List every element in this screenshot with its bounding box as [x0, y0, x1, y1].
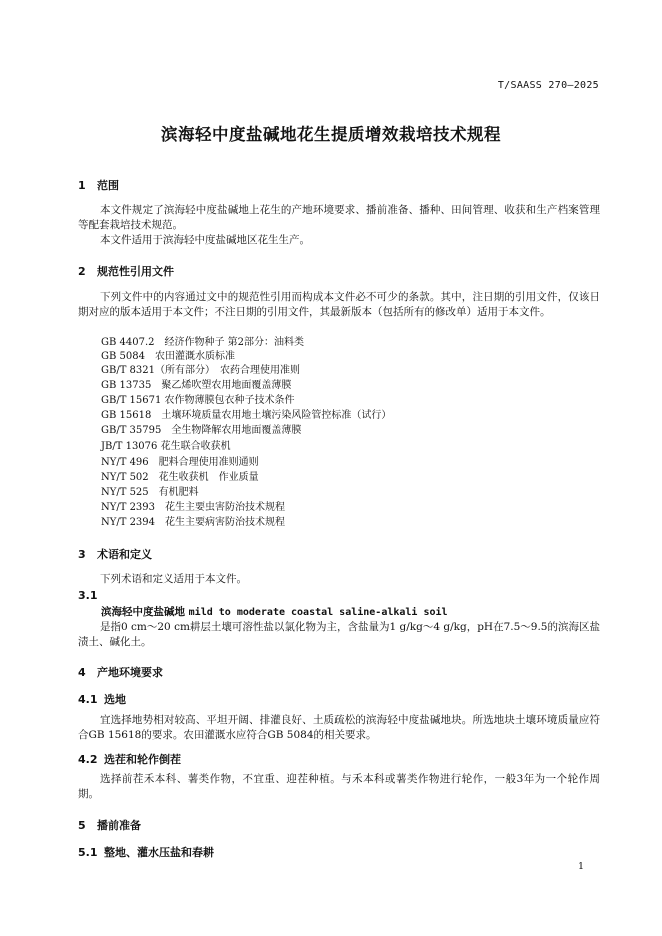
term-entry: [101, 604, 448, 619]
term-definition: 是指0 cm～20 cm耕层土壤可溶性盐以氯化物为主，含盐量为1 g/kg～4 g/kg，pH在7.5～9.5的滨海区盐渍土、碱化土。: [78, 621, 600, 648]
subsection-4-2-heading: [78, 751, 181, 767]
subsection-4-1-text: 宜选择地势相对较高、平坦开阔、排灌良好、土质疏松的滨海轻中度盐碱地块。所选地块土壤环境质量应符合GB 15618的要求。农田灌溉水应符合GB 5084的相关要求。: [78, 714, 600, 741]
reference-item: GB/T 35795 全生物降解农用地面覆盖薄膜: [101, 425, 302, 436]
subsection-number: 4.2: [78, 753, 98, 766]
section-number: 5: [78, 819, 86, 832]
term-english: mild to moderate coastal saline-alkali soil: [188, 607, 448, 618]
subsection-5-1-heading: [78, 844, 214, 860]
subsection-number: 4.1: [78, 693, 98, 706]
section-number: 1: [78, 179, 86, 192]
section-number: 4: [78, 666, 86, 679]
term-chinese: 滨海轻中度盐碱地: [101, 606, 185, 618]
section-3-heading: [78, 546, 152, 562]
reference-item: NY/T 496 肥料合理使用准则通则: [101, 457, 259, 468]
section-title: 术语和定义: [97, 548, 152, 561]
document-title: 滨海轻中度盐碱地花生提质增效栽培技术规程: [161, 125, 501, 144]
reference-item: NY/T 502 花生收获机 作业质量: [101, 472, 259, 483]
subsection-4-1-heading: [78, 691, 126, 707]
section-3-paragraph-1: 下列术语和定义适用于本文件。: [100, 573, 247, 585]
section-2-paragraph-1: 下列文件中的内容通过文中的规范性引用而构成本文件必不可少的条款。其中，注日期的引用文件，仅该日期对应的版本适用于本文件；不注日期的引用文件，其最新版本（包括所有的修改单）适用于本文件。: [78, 291, 600, 318]
standard-number: T/SAASS 270—2025: [497, 80, 599, 91]
reference-item: JB/T 13076 花生联合收获机: [101, 441, 231, 452]
subsection-title: 整地、灌水压盐和春耕: [104, 846, 214, 859]
section-title: 规范性引用文件: [97, 265, 174, 278]
reference-item: NY/T 2393 花生主要虫害防治技术规程: [101, 502, 286, 513]
reference-item: NY/T 525 有机肥料: [101, 487, 199, 498]
reference-item: GB 5084 农田灌溉水质标准: [101, 351, 235, 362]
section-number: 2: [78, 265, 86, 278]
reference-item: NY/T 2394 花生主要病害防治技术规程: [101, 517, 286, 528]
subsection-4-2-text: 选择前茬禾本科、薯类作物，不宜重、迎茬种植。与禾本科或薯类作物进行轮作，一般3年为一个轮作周期。: [78, 773, 600, 800]
section-4-heading: [78, 664, 163, 680]
section-title: 播前准备: [97, 819, 141, 832]
section-2-heading: [78, 263, 174, 279]
subsection-title: 选茬和轮作倒茬: [104, 753, 181, 766]
page-number: 1: [577, 861, 584, 872]
reference-item: GB 15618 土壤环境质量农用地土壤污染风险管控标准（试行）: [101, 410, 392, 421]
section-1-paragraph-2: 本文件适用于滨海轻中度盐碱地区花生生产。: [100, 234, 310, 246]
section-5-heading: [78, 817, 141, 833]
section-title: 范围: [97, 179, 119, 192]
reference-item: GB/T 15671 农作物薄膜包衣种子技术条件: [101, 395, 295, 406]
reference-item: GB 13735 聚乙烯吹塑农用地面覆盖薄膜: [101, 380, 292, 391]
section-1-paragraph-1: 本文件规定了滨海轻中度盐碱地上花生的产地环境要求、播前准备、播种、田间管理、收获和生产档案管理等配套栽培技术规范。: [78, 204, 600, 231]
section-title: 产地环境要求: [97, 666, 163, 679]
reference-item: GB 4407.2 经济作物种子 第2部分：油料类: [101, 337, 305, 348]
subsection-title: 选地: [104, 693, 126, 706]
reference-item: GB/T 8321（所有部分） 农药合理使用准则: [101, 365, 301, 376]
section-1-heading: [78, 177, 119, 193]
subsection-number: 3.1: [78, 589, 98, 602]
section-number: 3: [78, 548, 86, 561]
subsection-number: 5.1: [78, 846, 98, 859]
